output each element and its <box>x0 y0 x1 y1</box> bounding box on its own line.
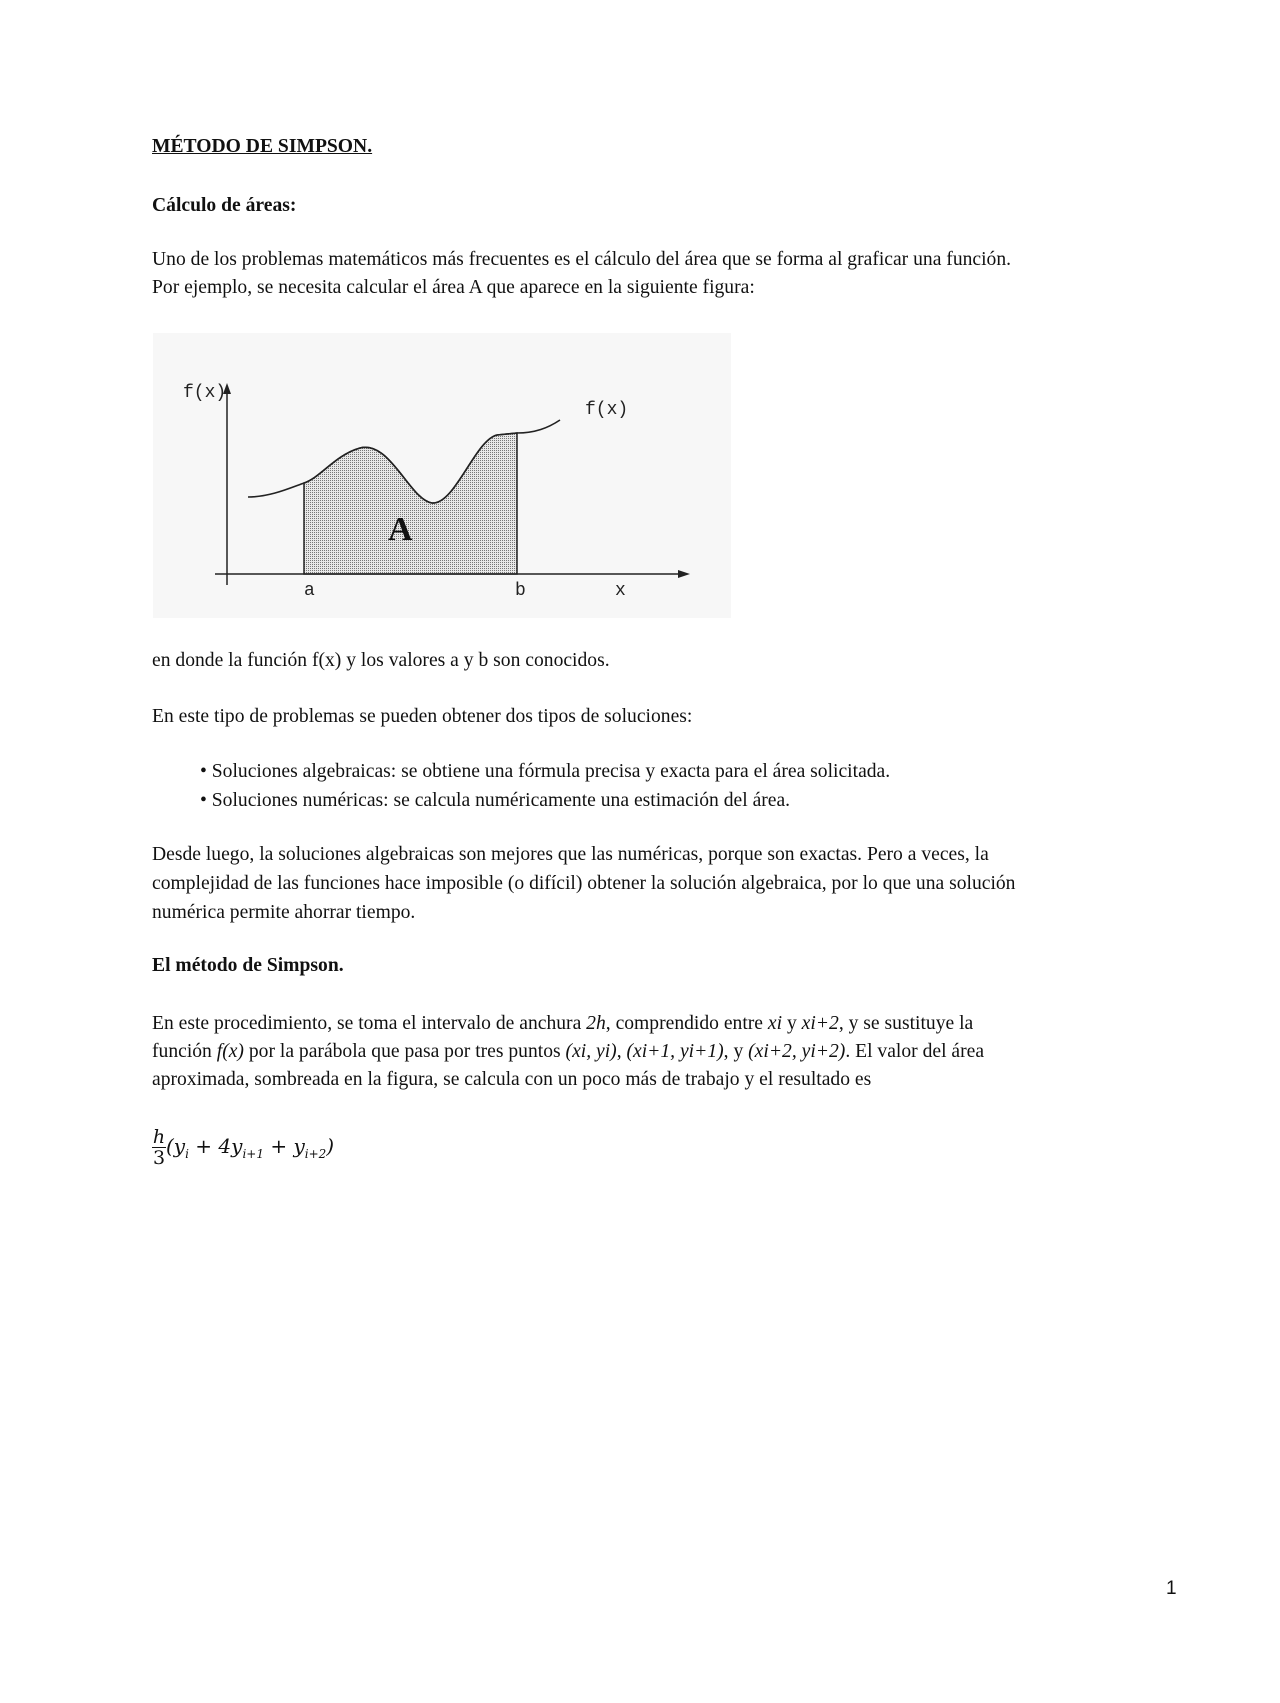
formula-body <box>166 1134 335 1161</box>
x-axis-label: x <box>615 581 626 601</box>
paragraph-line: numérica permite ahorrar tiempo. <box>152 902 416 923</box>
paragraph-line <box>152 1013 973 1035</box>
formula-part: ) <box>326 1134 335 1158</box>
curve-label: f(x) <box>585 400 629 420</box>
bullet-item: • Soluciones algebraicas: se obtiene una fórmula precisa y exacta para el área solicitada. <box>200 761 891 782</box>
area-label: A <box>388 511 413 548</box>
subscript: i+2 <box>304 1147 327 1161</box>
paragraph-line: complejidad de las funciones hace imposible (o difícil) obtener la solución algebraica, por lo que una solución <box>152 873 1016 894</box>
section-heading-areas: Cálculo de áreas: <box>152 195 297 216</box>
shaded-area <box>304 433 517 574</box>
area-figure <box>153 333 731 618</box>
text: , comprendido entre <box>605 1013 768 1034</box>
y-axis-label: f(x) <box>183 383 227 403</box>
b-label: b <box>515 581 526 601</box>
paragraph-line: Uno de los problemas matemáticos más frecuentes es el cálculo del área que se forma al graficar una función. <box>152 249 1012 270</box>
math-text: xi <box>767 1013 783 1034</box>
text: , <box>616 1041 627 1062</box>
simpson-formula <box>152 1128 334 1167</box>
paragraph-line: En este tipo de problemas se pueden obtener dos tipos de soluciones: <box>152 706 693 727</box>
formula-part: + 4y <box>188 1134 243 1158</box>
bullet-item: • Soluciones numéricas: se calcula numéricamente una estimación del área. <box>200 790 791 811</box>
math-text: (xi, yi) <box>565 1041 617 1062</box>
page-title: MÉTODO DE SIMPSON. <box>152 136 373 157</box>
formula-denominator: 3 <box>152 1147 166 1169</box>
formula-numerator: h <box>152 1126 166 1148</box>
text: . El valor del área <box>845 1041 985 1062</box>
text: por la parábola que pasa por tres puntos <box>243 1041 566 1062</box>
paragraph-line: Por ejemplo, se necesita calcular el área A que aparece en la siguiente figura: <box>152 277 755 298</box>
paragraph-line: Desde luego, la soluciones algebraicas son mejores que las numéricas, porque son exactas. Pero a veces, la <box>152 844 989 865</box>
paragraph-line <box>152 1041 984 1063</box>
a-label: a <box>304 581 315 601</box>
math-text: xi+2 <box>801 1013 839 1034</box>
math-text: 2h <box>586 1013 606 1034</box>
text: , y se sustituye la <box>838 1013 974 1034</box>
page-number: 1 <box>1166 1578 1177 1599</box>
text: y <box>782 1013 802 1034</box>
subscript: i <box>185 1147 189 1161</box>
math-text: f(x) <box>216 1041 244 1062</box>
text: En este procedimiento, se toma el intervalo de anchura <box>152 1013 587 1034</box>
text: función <box>152 1041 217 1062</box>
text: , y <box>723 1041 749 1062</box>
section-heading-simpson: El método de Simpson. <box>152 955 344 976</box>
formula-part: + y <box>263 1134 305 1158</box>
paragraph-line: en donde la función f(x) y los valores a y b son conocidos. <box>152 650 610 671</box>
paragraph-line: aproximada, sombreada en la figura, se calcula con un poco más de trabajo y el resultado es <box>152 1069 872 1090</box>
math-text: (xi+2, yi+2) <box>748 1041 846 1062</box>
formula-part: (y <box>166 1134 186 1158</box>
x-axis-arrow <box>678 570 690 578</box>
math-text: (xi+1, yi+1) <box>626 1041 724 1062</box>
subscript: i+1 <box>242 1147 264 1161</box>
